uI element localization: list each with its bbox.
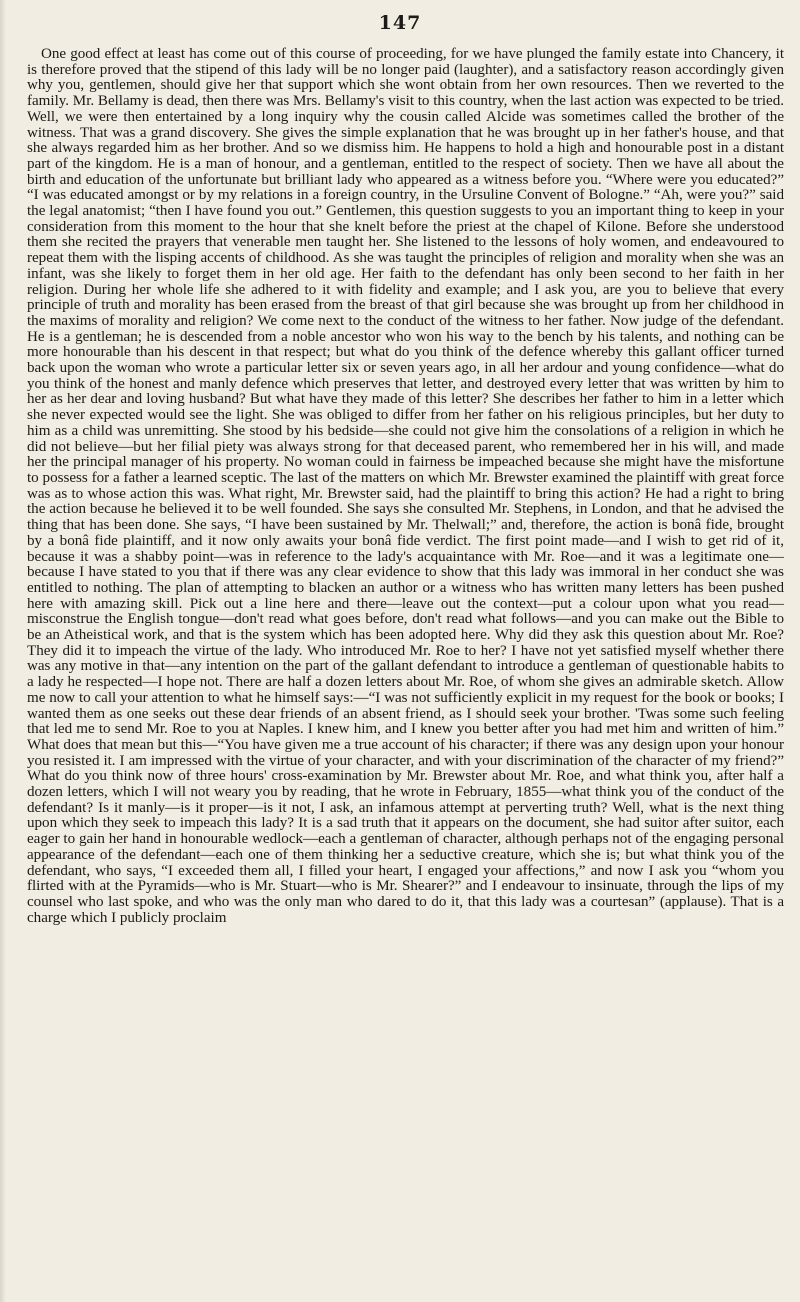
page-number: 147: [378, 12, 422, 34]
page-edge-shadow: [0, 0, 6, 1302]
body-paragraph: One good effect at least has come out of this course of proceeding, for we have plunged the family estate into Chancery, it is therefore proved that the stipend of this lady will be no longer paid (laughter), and a satisfactory reason accordingly given why you, gentlemen, should give her that support which she wont obtain from her own resources. Then we reverted to the family. Mr. Bellamy is dead, then there was Mrs. Bellamy's visit to this country, when the last action was expected to be tried. Well, we were then entertained by a long inquiry why the cousin called Alcide was sometimes called the brother of the witness. That was a grand discovery. She gives the simple explanation that he was brought up in her father's house, and that she always regarded him as her brother. And so we dismiss him. He happens to hold a high and honourable post in a distant part of the kingdom. He is a man of honour, and a gentleman, entitled to the respect of society. Then we have all about the birth and education of the unfortunate but brilliant lady who appeared as a witness before you. “Where were you educated?” “I was educated amongst or by my relations in a foreign country, in the Ursuline Convent of Bologne.” “Ah, were you?” said the legal anatomist; “then I have found you out.” Gentlemen, this question suggests to you an important thing to keep in your consideration from this moment to the hour that she knelt before the priest at the chapel of Kilone. Before she understood them she recited the prayers that venerable men taught her. She listened to the lessons of holy women, and endeavoured to repeat them with the lisping accents of childhood. As she was taught the principles of religion and morality when she was an infant, was she likely to forget them in her old age. Her faith to the defendant has only been second to her faith in her religion. During her whole life she adhered to it with fidelity and example; and I ask you, are you to believe that every principle of truth and morality has been erased from the breast of that girl because she was brought up from her childhood in the maxims of morality and religion? We come next to the conduct of the witness to her father. Now judge of the defendant. He is a gentleman; he is descended from a noble ancestor who won his way to the bench by his talents, and nothing can be more honourable than his descent in that respect; but what do you think of the defence whereby this gallant officer turned back upon the woman who wrote a particular letter six or seven years ago, in all her ardour and young confidence—what do you think of the honest and manly defence which preserves that letter, and destroyed every letter that was written by him to her as her dear and loving husband? But what have they made of this letter? She describes her father to him in a letter which she never expected would see the light. She was obliged to differ from her father on his religious principles, but her duty to him as a child was unremitting. She stood by his bedside—she could not give him the consolations of a religion in which he did not believe—but her filial piety was always strong for that deceased parent, who remembered her in his will, and made her the principal manager of his property. No woman could in fairness be impeached because she might have the misfortune to possess for a father a learned sceptic. The last of the matters on which Mr. Brewster examined the plaintiff with great force was as to whose action this was. What right, Mr. Brewster said, had the plaintiff to bring this action? He had a right to bring the action because he believed it to be well founded. She says she consulted Mr. Stephens, in London, and that he advised the thing that has been done. She says, “I have been sustained by Mr. Thelwall;” and, therefore, the action is bonâ fide, brought by a bonâ fide plaintiff, and it now only awaits your bonâ fide verdict. The first point made—and I wish to get rid of it, because it was a shabby point—was in reference to the lady's acquaintance with Mr. Roe—and it was a legitimate one—because I have stated to you that if there was any clear evidence to show that this lady was immoral in her conduct she was entitled to nothing. The plan of attempting to blacken an author or a witness who has written many letters has been pushed here with amazing skill. Pick out a line here and there—leave out the context—put a colour upon what you read—misconstrue the English tongue—don't read what goes before, don't read what follows—and you can make out the Bible to be an Atheistical work, and that is the system which has been adopted here. Why did they ask this question about Mr. Roe? They did it to impeach the virtue of the lady. Who introduced Mr. Roe to her? I have not yet satisfied myself whether there was any motive in that—any intention on the part of the gallant defendant to introduce a gentleman of questionable habits to a lady he respected—I hope not. There are half a dozen letters about Mr. Roe, of whom she gives an admirable sketch. Allow me now to call your attention to what he himself says:—“I was not sufficiently explicit in my request for the book or books; I wanted them as one seeks out these dear friends of an absent friend, as I should seek your brother. 'Twas some such feeling that led me to send Mr. Roe to you at Naples. I knew him, and I knew you better after you had met him and written of him.” What does that mean but this—“You have given me a true account of his character; if there was any design upon your honour you resisted it. I am impressed with the virtue of your character, and with your discrimination of the character of my friend?” What do you think now of three hours' cross-examination by Mr. Brewster about Mr. Roe, and what think you, after half a dozen letters, which I will not weary you by reading, that he wrote in February, 1855—what think you of the conduct of the defendant? Is it manly—is it proper—is it not, I ask, an infamous attempt at perverting truth? Well, what is the next thing upon which they seek to impeach this lady? It is a sad truth that it appears on the document, she had suitor after suitor, each eager to gain her hand in honourable wedlock—each a gentleman of character, although perhaps not of the engaging personal appearance of the defendant—each one of them thinking her a seductive creature, which she is; but what think you of the defendant, who says, “I exceeded them all, I filled your heart, I engaged your affections,” and now I ask you “whom you flirted with at the Pyramids—who is Mr. Stuart—who is Mr. Shearer?” and I endeavour to insinuate, through the lips of my counsel who last spoke, and who was the only man who dared to do it, that this lady was a courtesan” (applause). That is a charge which I publicly proclaim: [27, 46, 784, 926]
